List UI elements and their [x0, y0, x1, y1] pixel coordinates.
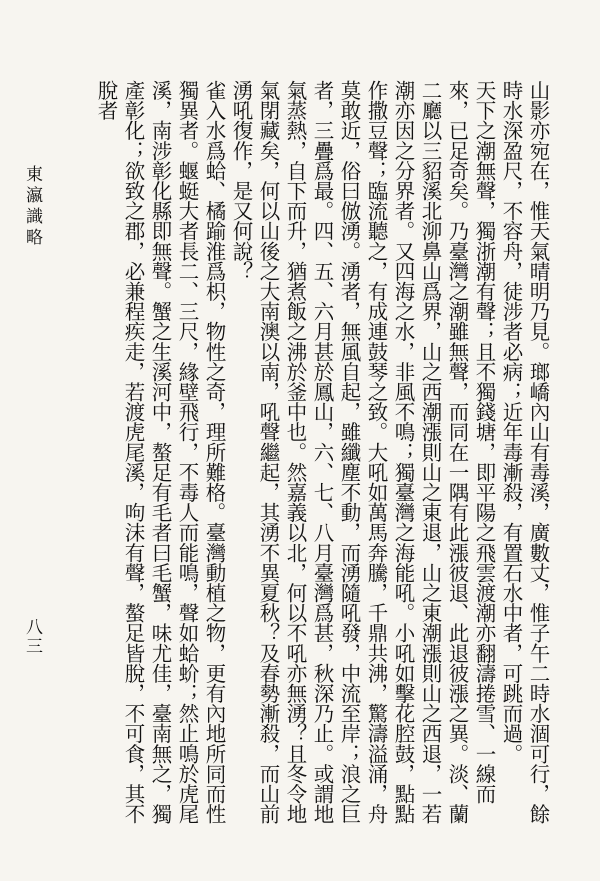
paragraph-2-text: 天下之潮無聲，獨浙潮有聲；且不獨錢塘，即平陽之飛雲渡潮亦翻濤捲雪、一線而來，已足奇矣。乃臺灣之潮雖無聲，而同在一隅有此漲彼退、此退彼漲之異。淡、蘭二廳以三貂溪北泖鼻山爲界，山之西潮漲則山之東退，山之東潮漲則山之西退，一若潮亦因之分界者。又四海之水，非風不鳴；獨臺灣之海能吼。小吼如擊花腔鼓，點點作撒豆聲；臨流聽之，有成連鼓琴之致。大吼如萬馬奔騰，千鼎共沸，驚濤溢涌，舟莫敢近，俗曰倣湧。湧者，無風自起，雖纖塵不動，而湧隨吼發，中流至岸；浪之巨者，三疊爲最。四、五、六月甚於鳳山，六、七、八月臺灣爲甚，秋深乃止。或謂地氣蒸熱，自下而升，猶煮飯之沸於釜中也。然嘉義以北，何以不吼亦無湧？且冬令地氣閉藏矣，何以山後之大南澳以南，吼聲繼起，其湧不異夏秋？及春勢漸殺，而山前湧吼復作，是又何說？ — [229, 80, 496, 824]
running-head-title: 東瀛識略 — [22, 165, 42, 249]
paragraph-1: 山影亦宛在，惟天氣晴明乃見。瑯嶠內山有毒溪，廣數丈，惟子午二時水涸可行，餘時水深盈尺，不容舟，徒涉者必病；近年毒漸殺，有置石水中者，可跳而過。 — [499, 80, 550, 824]
paragraph-3-text: 雀入水爲蛤、橘踰淮爲枳，物性之奇，理所難格。臺灣動植之物，更有內地所同而性獨異者。蝘蜓大者長二、三尺，緣壁飛行，不毒人而能鳴，聲如蛤蚧；然止鳴於虎尾溪，南涉彰化縣即無聲。蟹之生溪河中，螯足有毛者曰毛蟹，味尤佳，臺南無之，獨產彰化；欲致之郡，必兼程疾走，若渡虎尾溪，呴沫有聲，螯足皆脫，不可食，其不脫者 — [94, 80, 226, 824]
paragraph-2 — [227, 80, 497, 840]
page-number: 八三 — [22, 618, 42, 656]
body-text — [66, 80, 551, 840]
paragraph-3 — [92, 80, 227, 840]
